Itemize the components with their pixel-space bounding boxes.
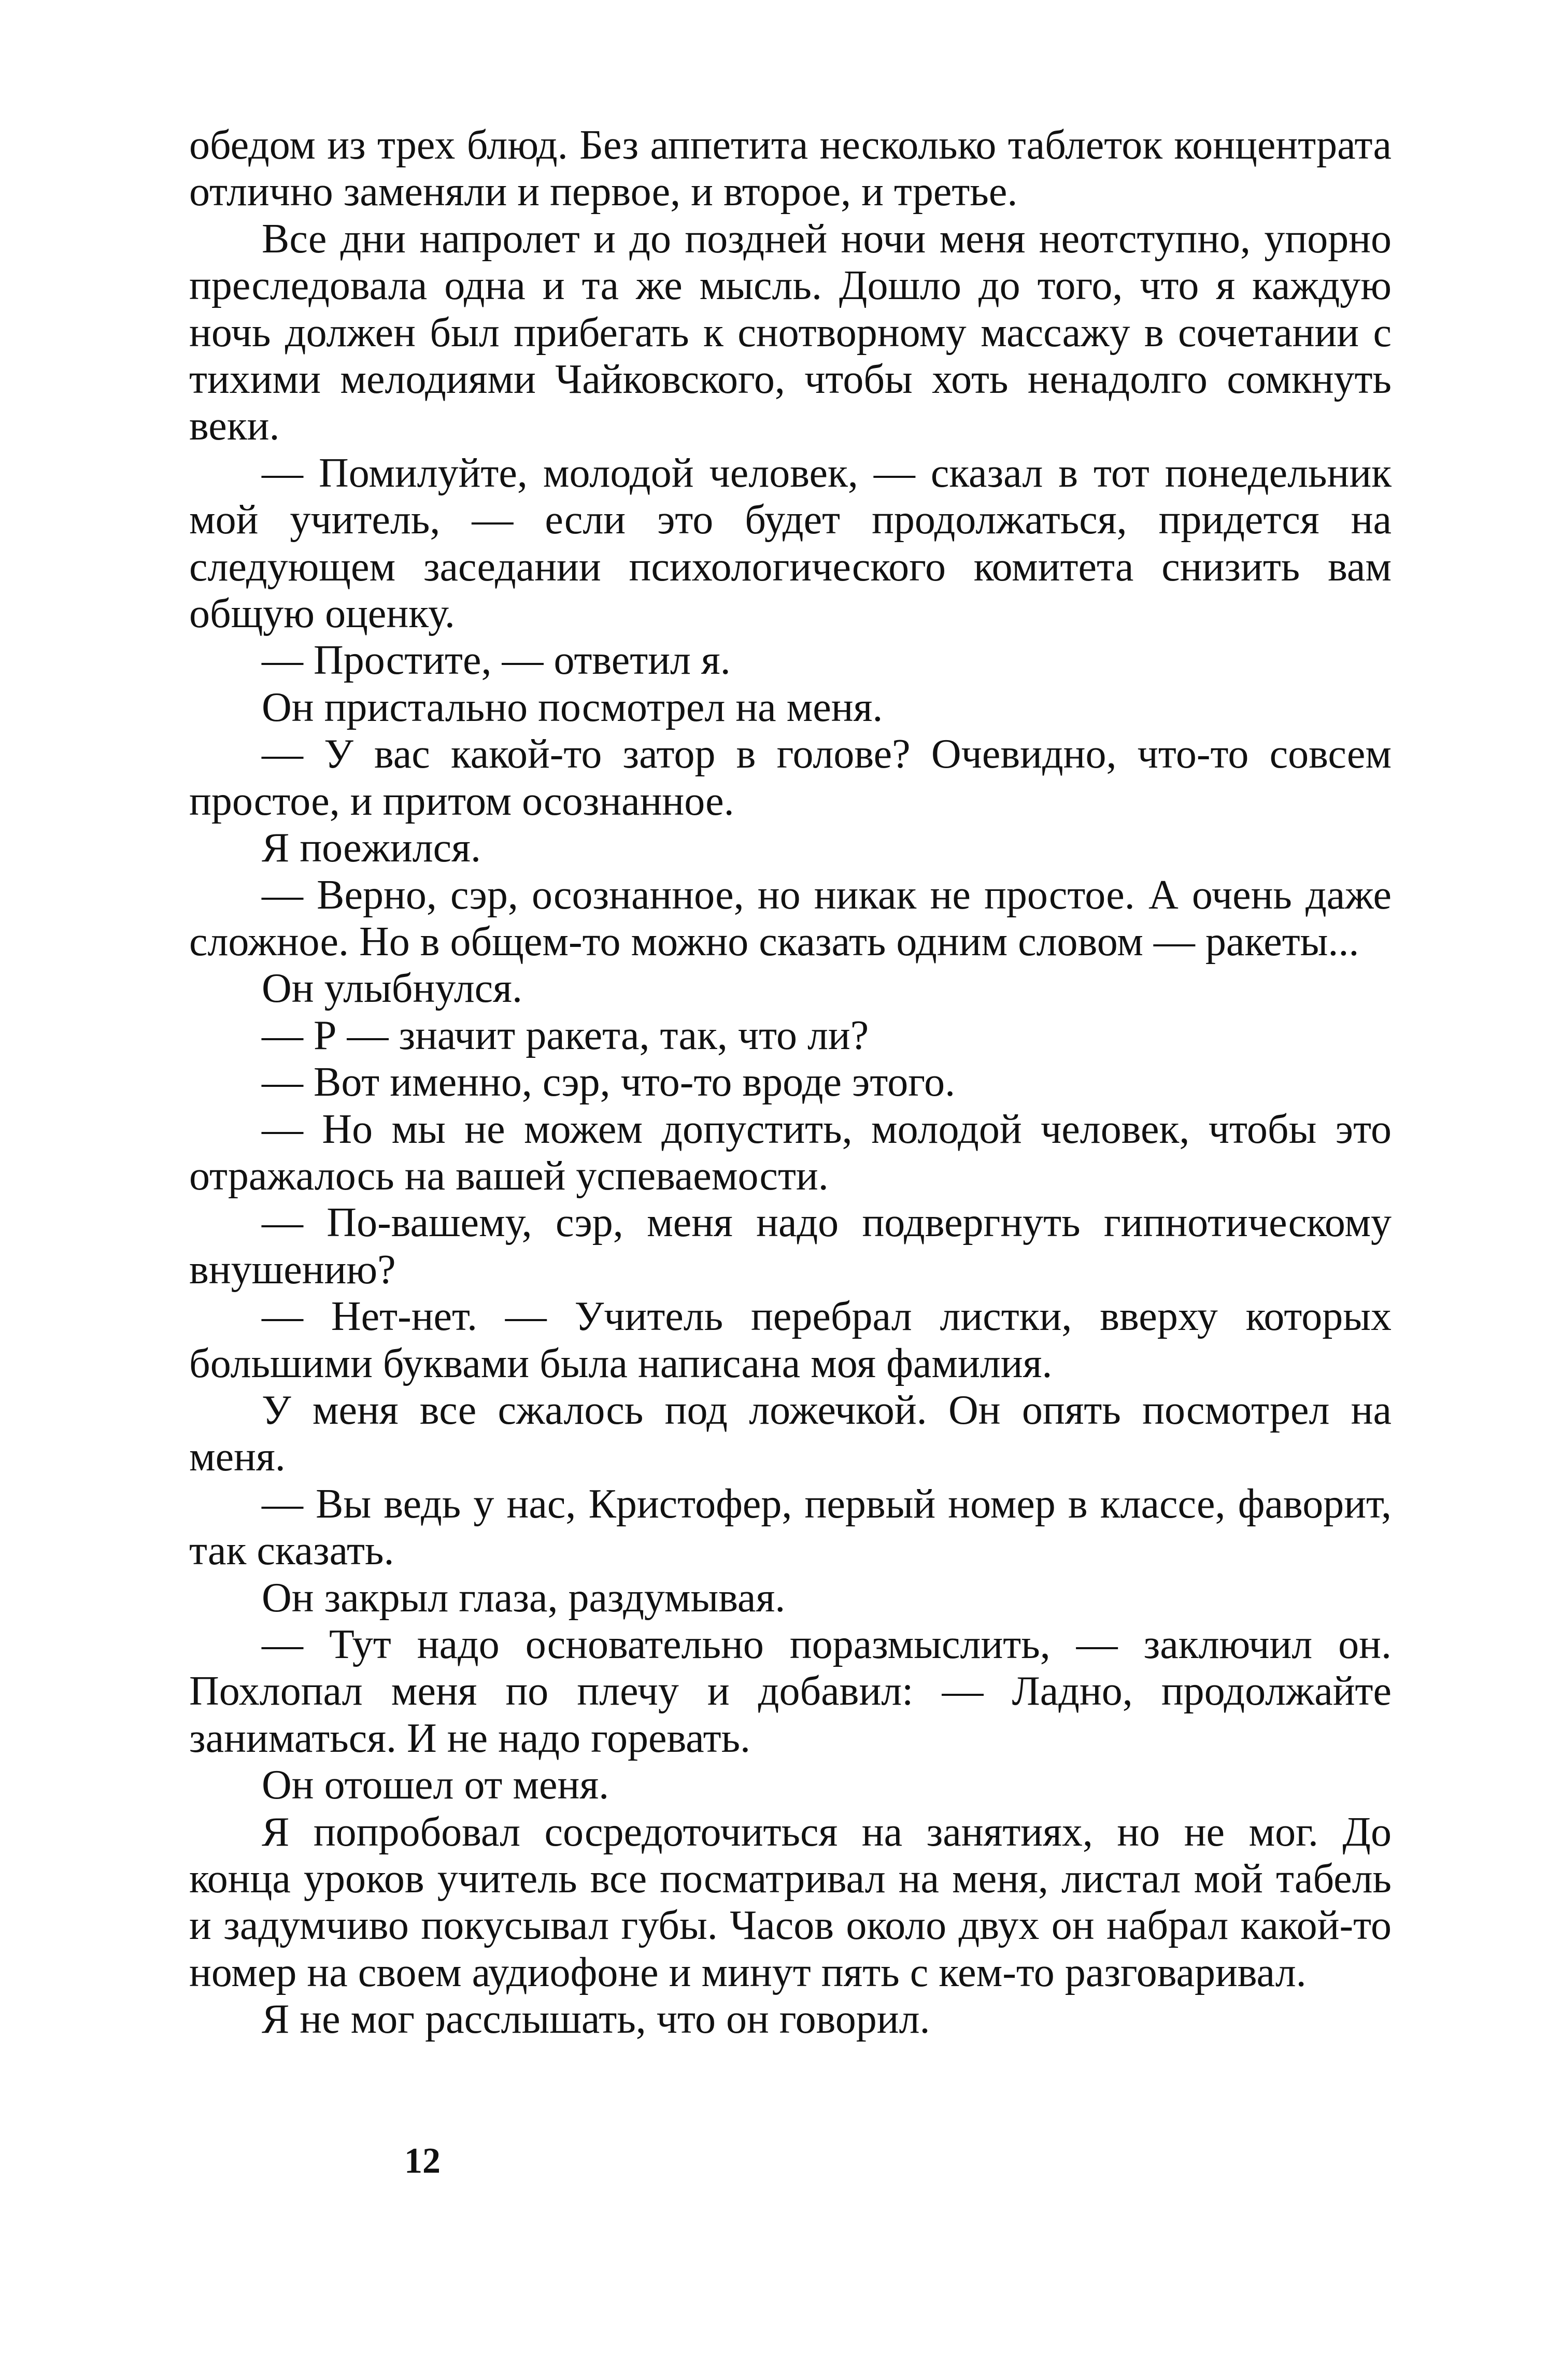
paragraph: — Но мы не можем допустить, молодой человек, чтобы это отражалось на вашей успеваемости.	[189, 1106, 1392, 1199]
paragraph: У меня все сжалось под ложечкой. Он опять посмотрел на меня.	[189, 1387, 1392, 1480]
paragraph: обедом из трех блюд. Без аппетита несколько таблеток концентрата отлично заменяли и первое, и второе, и третье.	[189, 122, 1392, 215]
paragraph: — По-вашему, сэр, меня надо подвергнуть гипнотическому внушению?	[189, 1200, 1392, 1293]
paragraph: Я не мог расслышать, что он говорил.	[262, 1996, 930, 2043]
paragraph: Он закрыл глаза, раздумывая.	[262, 1575, 786, 1621]
paragraph: — У вас какой-то затор в голове? Очевидно, что-то совсем простое, и притом осознанное.	[189, 731, 1392, 824]
paragraph: Я попробовал сосредоточиться на занятиях, но не мог. До конца уроков учитель все посматривал на меня, листал мой табель и задумчиво покусывал губы. Часов около двух он набрал какой-то номер на своем аудиофоне и минут пять с кем-то разговаривал.	[189, 1809, 1392, 1995]
paragraph: — Р — значит ракета, так, что ли?	[262, 1012, 869, 1058]
paragraph: — Вот именно, сэр, что-то вроде этого.	[262, 1059, 956, 1106]
page-body	[189, 122, 1392, 2043]
paragraph: Он отошел от меня.	[262, 1762, 609, 1808]
paragraph: — Нет-нет. — Учитель перебрал листки, вверху которых большими буквами была написана моя фамилия.	[189, 1294, 1392, 1386]
paragraph: Он пристально посмотрел на меня.	[262, 684, 883, 730]
page-number: 12	[404, 2141, 441, 2181]
paragraph: — Помилуйте, молодой человек, — сказал в тот понедельник мой учитель, — если это будет продолжаться, придется на следующем заседании психологического комитета снизить вам общую оценку.	[189, 450, 1392, 637]
paragraph: — Тут надо основательно поразмыслить, — заключил он. Похлопал меня по плечу и добавил: — Ладно, продолжайте заниматься. И не надо горевать.	[189, 1622, 1392, 1761]
paragraph: Все дни напролет и до поздней ночи меня неотступно, упорно преследовала одна и та же мысль. Дошло до того, что я каждую ночь должен был прибегать к снотворному массажу в сочетании с тихими мелодиями Чайковского, чтобы хоть ненадолго сомкнуть веки.	[189, 216, 1392, 449]
paragraph: Я поежился.	[262, 825, 481, 871]
paragraph: — Вы ведь у нас, Кристофер, первый номер в классе, фаворит, так сказать.	[189, 1481, 1392, 1574]
paragraph: — Верно, сэр, осознанное, но никак не простое. А очень даже сложное. Но в общем-то можно сказать одним словом — ракеты...	[189, 872, 1392, 965]
paragraph: Он улыбнулся.	[262, 966, 522, 1012]
paragraph: — Простите, — ответил я.	[262, 638, 731, 684]
